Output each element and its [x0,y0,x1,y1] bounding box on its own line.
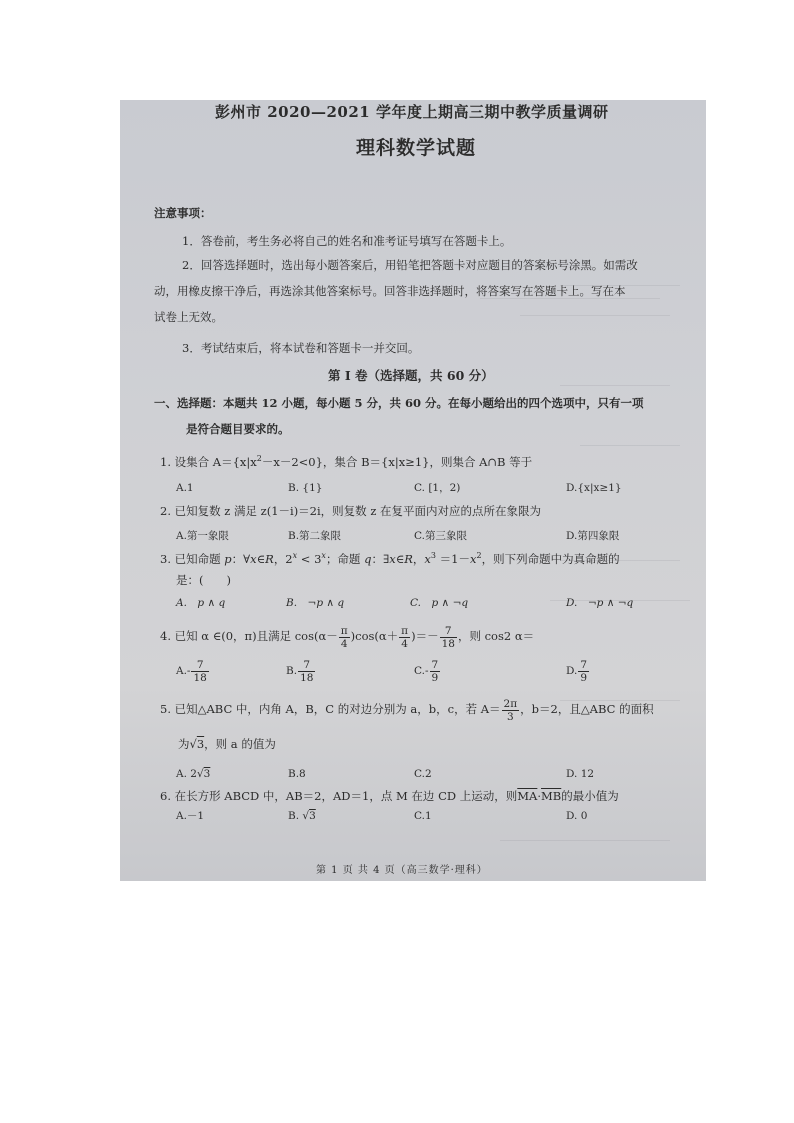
question-2: 2. 已知复数 z 满足 z(1－i)＝2i，则复数 z 在复平面内对应的点所在象限为 [160,504,542,518]
fraction-numerator: 7 [580,658,588,671]
fraction-denominator: 18 [193,671,207,684]
section-heading-line-1: 一、选择题：本题共 12 小题，每小题 5 分，共 60 分。在每小题给出的四个选项中，只有一项 [154,396,644,410]
q3-part: ：∃ [371,551,390,566]
question-6-option-c: C.1 [414,810,432,822]
question-3-option-d: D. ¬p ∧ ¬q [566,597,634,609]
question-1-exp: 2 [256,454,262,463]
section-title: 第 I 卷（选择题，共 60 分） [328,368,494,383]
option-label: C.- [414,665,429,677]
question-6-option-b [288,808,316,824]
question-2-option-b: B.第二象限 [288,530,342,542]
option-label: A.- [176,665,191,677]
q3-var-q: q [364,551,372,566]
q3-part: ：∀ [231,551,251,566]
fraction [430,659,441,684]
q3-part: ；命题 [325,551,365,566]
fraction-denominator: 3 [507,710,514,723]
q3-sup: 2 [476,551,482,560]
fraction [440,625,457,650]
fraction-numerator: 7 [431,658,439,671]
question-4-option-d [566,656,590,686]
question-2-option-d: D.第四象限 [566,530,620,542]
question-1-text-b: －x－2<0}，集合 B＝{x|x≥1}，则集合 A∩B 等于 [261,454,533,469]
question-4-option-c [414,656,441,686]
question-2-option-a: A.第一象限 [176,530,229,542]
q3-sup: x [321,551,326,560]
option-label: D. [566,665,578,677]
question-3-line-2: 是：( ) [176,573,231,587]
notice-item-2-line-3: 试卷上无效。 [154,310,223,324]
question-5-option-c: C.2 [414,768,432,780]
q3-part: ∈ [256,551,266,566]
q3-var-x: x [469,551,477,566]
question-6-option-a: A.－1 [176,810,205,822]
q6-part: 的最小值为 [561,789,619,803]
question-5-option-b: B.8 [288,768,306,780]
q3-var-p: p [224,551,232,566]
fraction-denominator: 18 [300,671,314,684]
q3-sup: x [292,551,298,560]
q3-var-x: x [250,551,257,566]
page-footer: 第 1 页 共 4 页（高三数学·理科） [316,865,488,876]
option-label: A. 2√ [176,768,204,780]
radicand: 3 [309,810,316,822]
question-2-option-c: C.第三象限 [414,530,467,542]
q3-var-r: R [265,551,274,566]
notice-item-1: 1．答卷前，考生务必将自己的姓名和准考证号填写在答题卡上。 [182,234,512,248]
q3-part: < 3 [297,551,322,566]
q5-part: ，则 a 的值为 [204,737,276,751]
fraction [191,659,208,684]
option-label: B. √ [288,810,310,822]
q3-part: ，2 [273,551,293,566]
question-5-line-2 [178,736,276,752]
fraction-denominator: 18 [441,637,455,650]
q3-var-x: x [424,551,431,566]
fraction [399,625,410,650]
q3-sup: 3 [430,551,436,560]
notice-item-2-line-2: 动，用橡皮擦干净后，再选涂其他答案标号。回答非选择题时，将答案写在答题卡上。写在本 [154,284,626,298]
fraction [298,659,315,684]
exam-page [120,100,706,881]
fraction-numerator: 7 [440,625,457,638]
radicand: 3 [203,768,211,780]
q6-part: 6. 在长方形 ABCD 中，AB＝2，AD＝1，点 M 在边 CD 上运动，则 [160,789,518,803]
q3-part: ，则下列命题中为真命题的 [481,551,620,566]
question-3 [160,548,620,567]
fraction [578,659,589,684]
q4-part: ，则 cos2 α＝ [457,629,535,643]
q5-part: 5. 已知△ABC 中，内角 A，B，C 的对边分别为 a，b，c，若 A＝ [160,702,501,716]
vector-mb: $\overline{MB}$ [541,789,562,803]
q5-part: 为√ [178,737,197,751]
q3-part: ∈ [395,551,405,566]
question-6-option-d: D. 0 [566,810,588,822]
fraction-numerator: π [401,624,409,637]
fraction-denominator: 4 [340,637,348,650]
question-5-option-d: D. 12 [566,768,595,780]
radicand: 3 [196,737,205,751]
question-1 [160,451,532,470]
q4-part: )cos(α＋ [350,629,399,643]
q5-part: ，b＝2，且△ABC 的面积 [520,702,654,716]
question-5 [160,694,654,724]
question-1-option-a: A.1 [176,482,194,494]
fraction-numerator: 7 [191,659,208,672]
exam-header: 彭州市 2020—2021 学年度上期高三期中教学质量调研 [215,103,609,121]
exam-title: 理科数学试题 [356,137,477,159]
fraction-numerator: 2π [503,697,518,710]
question-6 [160,788,619,804]
question-3-option-c: C. p ∧ ¬q [410,597,469,609]
q4-part: 4. 已知 α ∈(0，π)且满足 cos(α－ [160,629,338,643]
q6-part: · [537,789,542,803]
fraction [502,698,520,723]
fraction-denominator: 4 [401,637,408,650]
notice-title: 注意事项： [154,206,212,220]
question-1-option-d: D.{x|x≥1} [566,482,622,494]
notice-item-3: 3．考试结束后，将本试卷和答题卡一并交回。 [182,341,420,355]
question-3-option-b: B. ¬p ∧ q [286,597,345,609]
q3-part: ＝1－ [436,551,470,566]
vector-ma: $\overline{MA}$ [517,789,538,803]
fraction-denominator: 9 [431,671,439,684]
question-3-option-a: A. p ∧ q [176,597,226,609]
question-4 [160,621,534,651]
q4-part: )＝－ [411,629,439,643]
question-5-option-a [176,766,210,782]
question-4-option-a [176,656,210,686]
fraction-denominator: 9 [580,671,588,684]
fraction-numerator: 7 [298,659,315,672]
q3-part: ， [412,551,425,566]
option-label: B. [286,665,298,677]
question-1-option-b: B. {1} [288,482,323,494]
question-1-text-a: 1. 设集合 A＝{x|x [160,454,257,469]
question-1-option-c: C. [1，2) [414,482,461,494]
question-4-option-b [286,656,316,686]
q3-var-r: R [404,551,413,566]
notice-item-2-line-1: 2．回答选择题时，选出每小题答案后，用铅笔把答题卡对应题目的答案标号涂黑。如需改 [182,258,638,272]
fraction-numerator: π [340,624,348,637]
section-heading-line-2: 是符合题目要求的。 [186,422,290,436]
q3-var-x: x [389,551,396,566]
q3-part: 3. 已知命题 [160,551,225,566]
fraction [339,625,350,650]
